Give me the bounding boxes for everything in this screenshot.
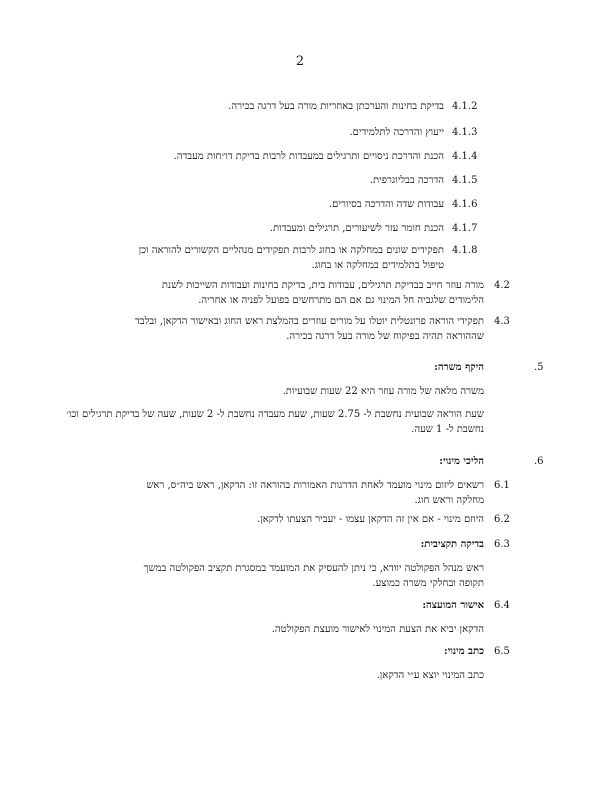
item-number: 6.5: [494, 646, 510, 657]
item-number: 6.3: [494, 539, 510, 550]
item-number: 4.1.8: [452, 245, 478, 256]
item-text-line: מורה עוזר חייב בבדיקת תרגילים, עבודות בית, בדיקת בחינות ועבודות השייכות לשנת: [161, 280, 484, 291]
item-number: 4.1.6: [452, 199, 478, 210]
section-number: .5: [534, 362, 544, 373]
item-number: 6.4: [494, 600, 510, 611]
item-text-line: רשאים ליזום מינוי מועמד לאחת הדרגות האמורות בהוראה זו: הדקאן, ראש ביה״ס, ראש: [146, 480, 484, 491]
item-text-line: תקופה ובחלקי משרה כמוצע.: [372, 578, 484, 589]
item-number: 4.1.2: [452, 101, 478, 112]
item-text-line: ראש מנהל הפקולטה יוודא, כי ניתן להעסיק את המועמד במסגרת תקציב הפקולטה במשך: [143, 563, 484, 574]
item-text: ייעוץ והדרכה לתלמידים.: [349, 127, 444, 138]
paragraph: משרה מלאה של מורה עוזר היא 22 שעות שבועיות.: [282, 386, 484, 397]
item-number: 6.2: [494, 514, 510, 525]
sub-heading: כתב מינוי:: [444, 646, 484, 657]
item-number: 4.2: [494, 280, 510, 291]
item-number: 4.1.4: [452, 151, 478, 162]
item-text-line: תפקידים שונים במחלקה או בחוג לרבות תפקידים מנהליים הקשורים להוראה וכן: [138, 245, 444, 256]
page-number: 2: [295, 54, 305, 69]
paragraph-line: שעת הוראה שבועית נחשבת ל- 2.75 שעות, שעת מעבדה נחשבת ל- 2 שעות, שעה של בדיקת תרגילים וכו׳: [66, 409, 484, 420]
item-text: כתב המינוי יוצא ע״י הדקאן.: [376, 670, 484, 681]
paragraph-line: נחשבת ל- 1 שעה.: [411, 424, 484, 435]
item-text: הכנת והדרכת ניסויים ותרגילים במעבדות לרבות בדיקת דו״חות מעבדה.: [173, 151, 444, 162]
sub-heading: בדיקה תקציבית:: [420, 539, 484, 550]
section-heading: היקף משרה:: [434, 362, 484, 373]
item-text-line: טיפול בתלמידים במחלקה או בחוג.: [311, 260, 444, 271]
item-text-line: תפקידי הוראה פרונטלית יוטלו על מורים עוזרים בהמלצת ראש החוג ובאישור הדקאן, ובלבד: [134, 316, 484, 327]
item-text-line: מחלקה וראש חוג.: [414, 495, 484, 506]
section-heading: הליכי מינוי:: [439, 456, 484, 467]
item-number: 6.1: [494, 480, 510, 491]
section-number: .6: [534, 456, 544, 467]
item-text-line: הלימודים שלגביה חל המינוי גם אם הם מתרחשים בפועל לפניה או אחריה.: [198, 295, 484, 306]
sub-heading: אישור המועצה:: [422, 600, 484, 611]
item-text: הדרכה בבליוגרפית.: [369, 175, 444, 186]
item-number: 4.1.5: [452, 175, 478, 186]
item-number: 4.3: [494, 316, 510, 327]
item-text: הדקאן יביא את הצעת המינוי לאישור מועצת הפקולטה.: [271, 624, 484, 635]
item-number: 4.1.3: [452, 127, 478, 138]
item-text: בדיקת בחינות והערכתן באחריות מורה בעל דרגה בכירה.: [228, 101, 444, 112]
item-number: 4.1.7: [452, 223, 478, 234]
item-text: עבודות שדה והדרכה בסיורים.: [329, 199, 444, 210]
item-text: היוזם מינוי - אם אין זה הדקאן עצמו - יעביר הצעתו לדקאן.: [257, 514, 484, 525]
item-text-line: שההוראה תהיה בפיקוח של מורה בעל דרגה בכירה.: [286, 331, 484, 342]
item-text: הכנת חומר עזר לשיעורים, תרגילים ומעבדות.: [269, 223, 444, 234]
